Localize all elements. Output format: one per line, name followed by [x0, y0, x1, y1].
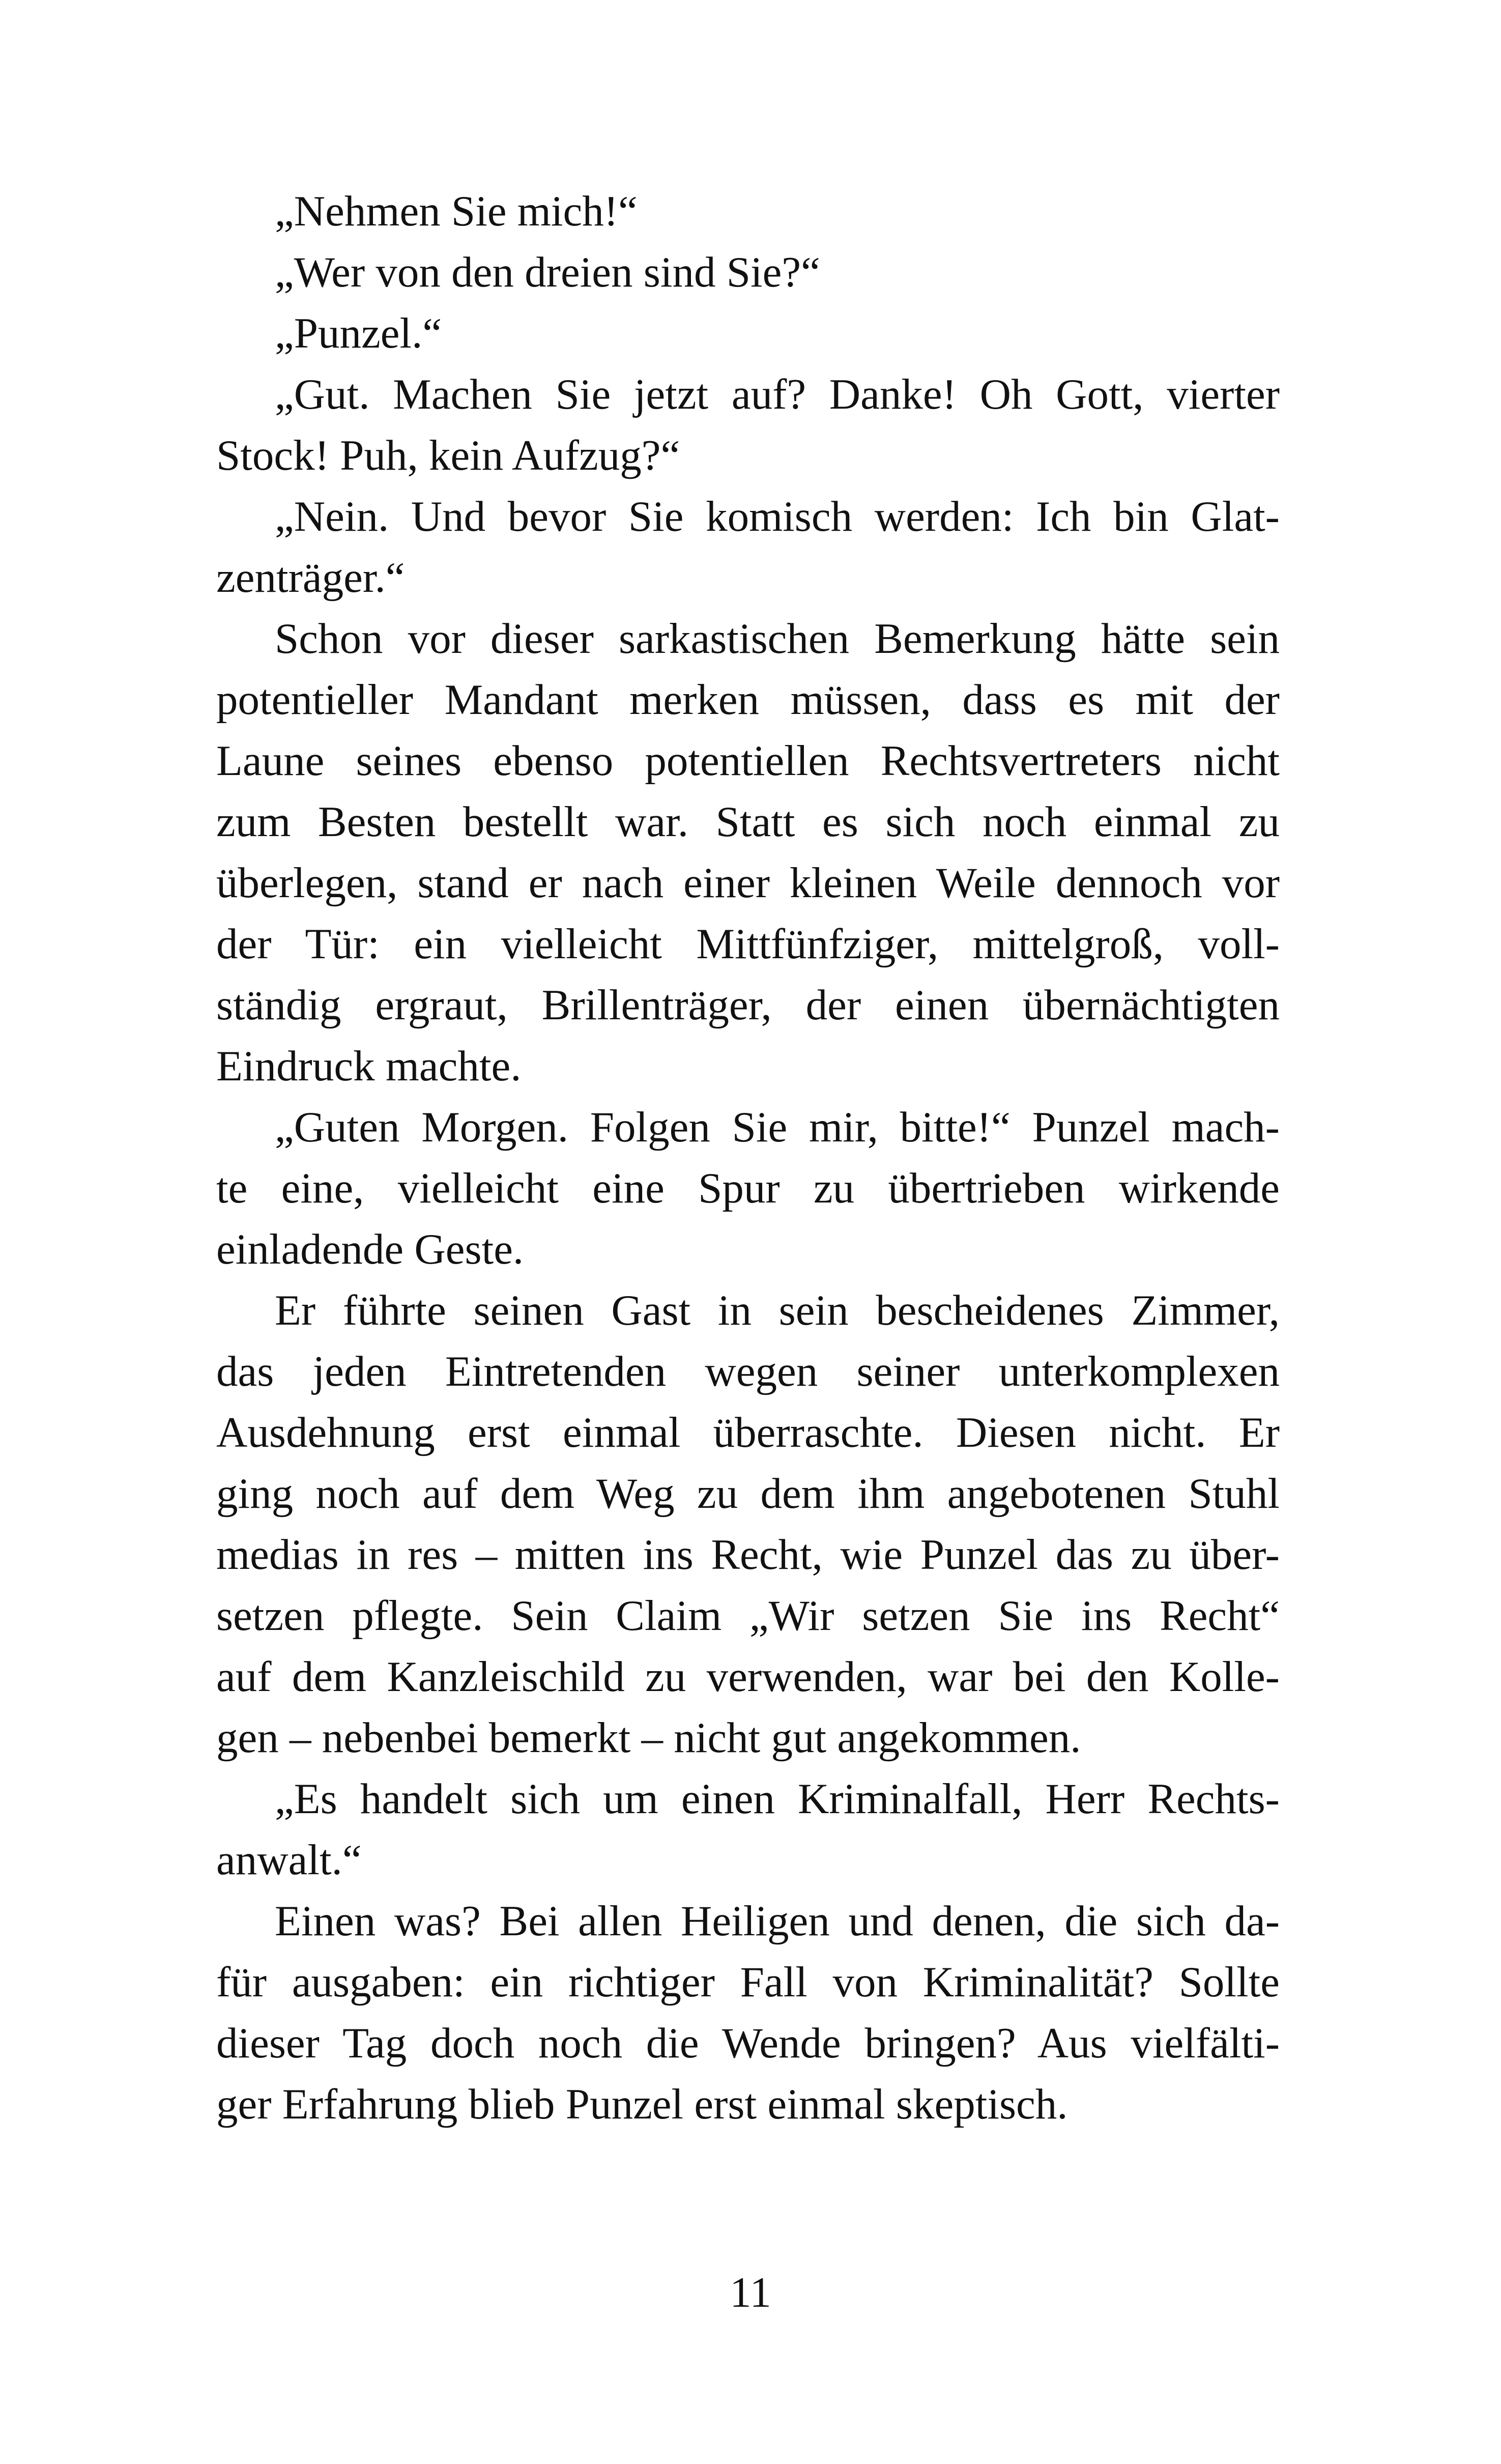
body-text [216, 181, 1280, 2135]
text-line: zenträger.“ [216, 554, 405, 601]
text-line: überlegen, stand er nach einer kleinen Weile dennoch vor [216, 859, 1280, 907]
text-line: „Wer von den dreien sind Sie?“ [275, 248, 820, 296]
text-line: auf dem Kanzleischild zu verwenden, war bei den Kolle- [216, 1653, 1280, 1701]
text-line: Einen was? Bei allen Heiligen und denen, die sich da- [275, 1897, 1280, 1945]
text-line: Er führte seinen Gast in sein bescheidenes Zimmer, [275, 1286, 1280, 1334]
text-line: dieser Tag doch noch die Wende bringen? Aus vielfälti- [216, 2019, 1280, 2067]
text-line: das jeden Eintretenden wegen seiner unterkomplexen [216, 1348, 1280, 1395]
text-line: ger Erfahrung blieb Punzel erst einmal skeptisch. [216, 2080, 1068, 2128]
text-line: Eindruck machte. [216, 1042, 522, 1090]
text-line: „Nehmen Sie mich!“ [275, 187, 638, 235]
text-line: Schon vor dieser sarkastischen Bemerkung hätte sein [275, 615, 1280, 663]
text-line: ging noch auf dem Weg zu dem ihm angebotenen Stuhl [216, 1470, 1280, 1517]
text-line: gen – nebenbei bemerkt – nicht gut angekommen. [216, 1714, 1081, 1762]
text-line: setzen pflegte. Sein Claim „Wir setzen Sie ins Recht“ [216, 1592, 1280, 1640]
page-number: 11 [730, 2269, 771, 2316]
text-line: der Tür: ein vielleicht Mittfünfziger, mittelgroß, voll- [216, 920, 1280, 968]
text-line: anwalt.“ [216, 1836, 362, 1884]
text-line: zum Besten bestellt war. Statt es sich noch einmal zu [216, 798, 1280, 846]
text-line: te eine, vielleicht eine Spur zu übertrieben wirkende [216, 1164, 1280, 1212]
text-line: „Nein. Und bevor Sie komisch werden: Ich bin Glat- [275, 493, 1280, 540]
text-line: „Punzel.“ [275, 309, 442, 357]
text-line: für ausgaben: ein richtiger Fall von Kriminalität? Sollte [216, 1958, 1280, 2006]
text-line: Ausdehnung erst einmal überraschte. Diesen nicht. Er [216, 1409, 1280, 1456]
text-line: „Es handelt sich um einen Kriminalfall, Herr Rechts- [275, 1775, 1280, 1823]
text-line: potentieller Mandant merken müssen, dass es mit der [216, 676, 1280, 724]
text-line: medias in res – mitten ins Recht, wie Punzel das zu über- [216, 1531, 1280, 1579]
text-line: Laune seines ebenso potentiellen Rechtsvertreters nicht [216, 737, 1280, 785]
text-line: einladende Geste. [216, 1225, 524, 1273]
text-line: „Guten Morgen. Folgen Sie mir, bitte!“ Punzel mach- [275, 1103, 1280, 1151]
text-line: ständig ergraut, Brillenträger, der einen übernächtigten [216, 981, 1280, 1029]
text-line: Stock! Puh, kein Aufzug?“ [216, 432, 680, 479]
text-line: „Gut. Machen Sie jetzt auf? Danke! Oh Gott, vierter [275, 370, 1280, 418]
